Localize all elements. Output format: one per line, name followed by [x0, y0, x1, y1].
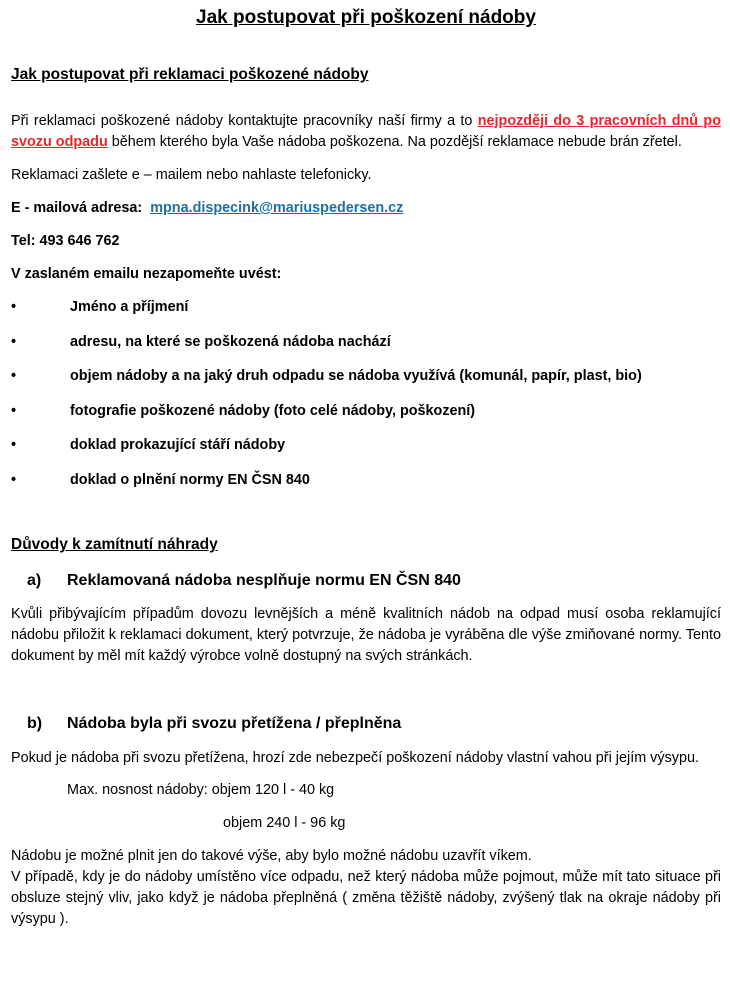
section-heading-rejection: Důvody k zamítnutí náhrady [11, 536, 218, 553]
bullet-icon: • [11, 333, 17, 350]
claim-paragraph [11, 111, 721, 153]
section-heading-claim: Jak postupovat při reklamaci poškozené nádoby [11, 66, 369, 83]
claim-text-end: během kterého byla Vaše nádoba poškozena. Na pozdější reklamace nebude brán zřetel. [107, 134, 682, 150]
bullet-icon: • [11, 402, 17, 419]
list-item: • objem nádoby a na jaký druh odpadu se nádoba využívá (komunál, papír, plast, bio) [11, 366, 721, 401]
bullet-icon: • [11, 368, 17, 384]
bullet-icon: • [11, 299, 17, 315]
phone-line: Tel: 493 646 762 [11, 233, 120, 249]
deadline-highlight: nejpozději do 3 pracovních dnů po svozu odpadu [11, 113, 721, 150]
claim-text-start: Při reklamaci poškozené nádoby kontaktujte pracovníky naší firmy a to [11, 113, 478, 129]
reason-b-text: Pokud je nádoba při svozu přetížena, hrozí zde nebezpečí poškození nádoby vlastní vahou při jejím výsypu. [11, 750, 699, 766]
reason-a-text: Kvůli přibývajícím případům dovozu levnějších a méně kvalitních nádob na odpad musí osoba reklamující nádobu přiložit k reklamaci dokument, který potvrzuje, že nádoba je vyráběna dle výše zmiňované normy. Tento dokument by měl mít každý výrobce volně dostupný na svých stránkách. [11, 606, 721, 664]
list-item: • fotografie poškozené nádoby (foto celé nádoby, poškození) [11, 401, 721, 436]
bullet-icon: • [11, 437, 17, 453]
document-page [11, 0, 721, 930]
bullet-icon: • [11, 471, 17, 488]
email-line [11, 198, 721, 219]
list-item: • doklad prokazující stáří nádoby [11, 435, 721, 470]
list-item: • adresu, na které se poškozená nádoba nachází [11, 332, 721, 367]
page-title: Jak postupovat při poškození nádoby [196, 7, 536, 28]
list-item: • Jméno a příjmení [11, 297, 721, 332]
reason-a-title: a) Reklamovaná nádoba nesplňuje normu EN ČSN 840 [27, 572, 461, 589]
reason-b-title: b) Nádoba byla při svozu přetížena / přeplněna [27, 715, 402, 732]
email-link[interactable]: mpna.dispecink@mariuspedersen.cz [150, 200, 404, 216]
required-info-list [11, 297, 721, 504]
list-item: • doklad o plnění normy EN ČSN 840 [11, 470, 721, 505]
capacity-120: Max. nosnost nádoby: objem 120 l - 40 kg [67, 782, 335, 798]
contact-paragraph: Reklamaci zašlete e – mailem nebo nahlaste telefonicky. [11, 167, 372, 183]
capacity-240: objem 240 l - 96 kg [223, 815, 346, 831]
overfill-text: V případě, kdy je do nádoby umístěno více odpadu, než který nádoba může pojmout, může mít tato situace při obsluze stejný vliv, jako když je nádoba přeplněná ( změna těžiště nádoby, zvýšený tlak na okraje nádoby při výsypu ). [11, 869, 721, 927]
fill-limit-text: Nádobu je možné plnit jen do takové výše, aby bylo možné nádobu uzavřít víkem. [11, 848, 532, 864]
email-label: E - mailová adresa: [11, 200, 143, 216]
list-intro: V zaslaném emailu nezapomeňte uvést: [11, 266, 282, 282]
